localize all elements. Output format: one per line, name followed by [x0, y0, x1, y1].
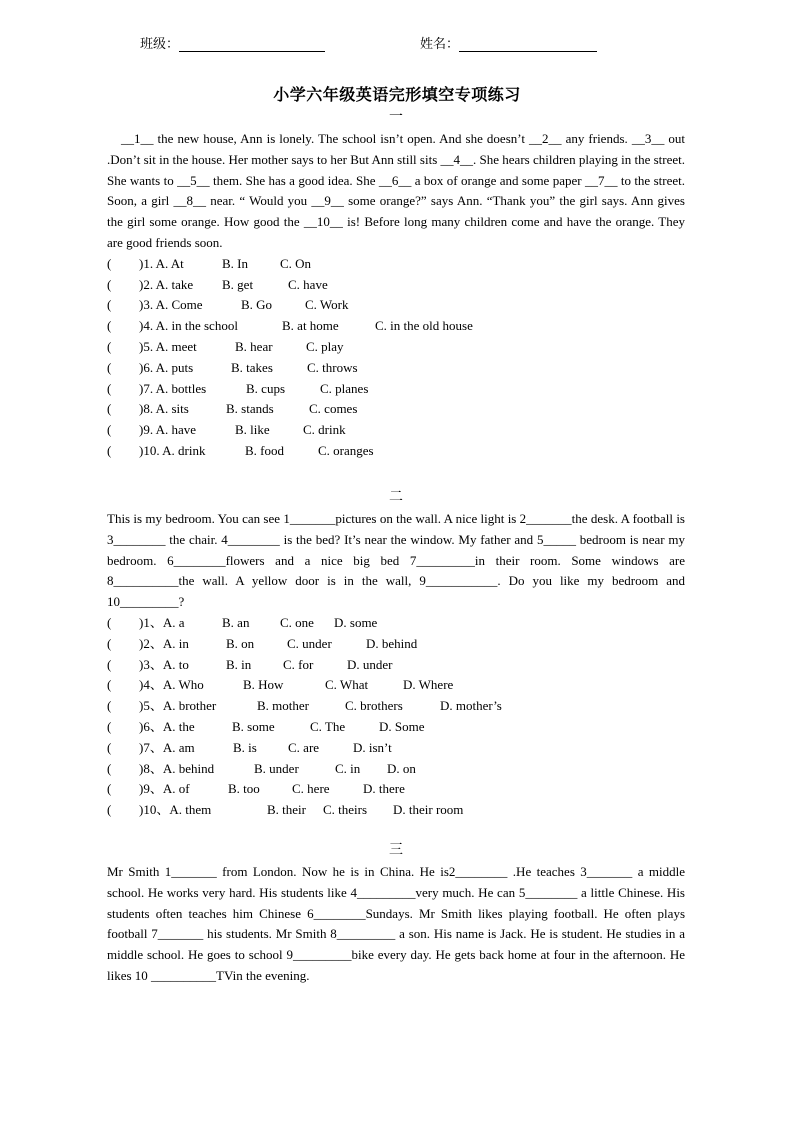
answer-paren[interactable]: ( [107, 635, 112, 651]
option-a: )4. A. in the school [139, 318, 238, 334]
option-c: C. throws [307, 359, 358, 375]
option-c: C. one [280, 614, 314, 630]
option-c: C. here [292, 781, 330, 797]
option-c: C. have [288, 276, 328, 292]
option-b: B. too [228, 781, 260, 797]
section-3-number: 三 [389, 843, 403, 858]
option-a: )1. A. At [139, 255, 184, 271]
option-d: D. Some [379, 718, 425, 734]
answer-paren[interactable]: ( [107, 802, 112, 818]
option-a: )5、A. brother [139, 698, 217, 714]
question-row [107, 420, 685, 441]
answer-paren[interactable]: ( [107, 781, 112, 797]
option-b: B. stands [226, 401, 274, 417]
option-b: B. How [243, 677, 284, 693]
question-row [107, 634, 685, 655]
question-row [107, 441, 685, 462]
option-a: )9. A. have [139, 422, 197, 438]
option-b: B. cups [246, 380, 285, 396]
option-d: D. behind [366, 635, 418, 651]
option-c: C. What [325, 677, 369, 693]
option-a: )6、A. the [139, 718, 195, 734]
answer-paren[interactable]: ( [107, 338, 112, 354]
option-a: )5. A. meet [139, 338, 197, 354]
answer-paren[interactable]: ( [107, 255, 112, 271]
option-b: B. some [232, 718, 275, 734]
option-d: D. mother’s [440, 698, 502, 714]
option-a: )8、A. behind [139, 760, 215, 776]
question-row [107, 655, 685, 676]
option-b: B. an [222, 614, 250, 630]
option-d: D. on [387, 760, 416, 776]
option-d: D. Where [403, 677, 454, 693]
question-row [107, 800, 685, 821]
answer-paren[interactable]: ( [107, 677, 112, 693]
question-row [107, 295, 685, 316]
option-b: B. on [226, 635, 255, 651]
option-c: C. comes [309, 401, 358, 417]
section-1-questions [107, 254, 685, 462]
class-label: 班级： [140, 36, 180, 51]
option-c: C. planes [320, 380, 369, 396]
answer-paren[interactable]: ( [107, 318, 112, 334]
question-row [107, 316, 685, 337]
option-b: B. food [245, 442, 284, 458]
class-field [140, 33, 325, 52]
option-c: C. under [287, 635, 332, 651]
section-1-number: 一 [389, 110, 403, 125]
answer-paren[interactable]: ( [107, 380, 112, 396]
option-c: C. oranges [318, 442, 374, 458]
option-a: )8. A. sits [139, 401, 189, 417]
option-b: B. like [235, 422, 270, 438]
option-d: D. there [363, 781, 405, 797]
option-b: B. get [222, 276, 254, 292]
option-a: )1、A. a [139, 614, 185, 630]
option-c: C. Work [305, 297, 349, 313]
option-c: C. brothers [345, 698, 403, 714]
section-2-number: 二 [389, 490, 403, 505]
question-row [107, 399, 685, 420]
option-d: D. isn’t [353, 739, 392, 755]
answer-paren[interactable]: ( [107, 760, 112, 776]
option-d: D. their room [393, 802, 464, 818]
question-row [107, 675, 685, 696]
answer-paren[interactable]: ( [107, 614, 112, 630]
option-c: C. in [335, 760, 361, 776]
option-c: C. drink [303, 422, 346, 438]
answer-paren[interactable]: ( [107, 698, 112, 714]
page-title: 小学六年级英语完形填空专项练习 [273, 85, 521, 104]
option-c: C. The [310, 718, 346, 734]
section-3 [107, 840, 685, 987]
option-b: B. their [267, 802, 306, 818]
section-2-passage: This is my bedroom. You can see 1_______pictures on the wall. A nice light is 2_______the desk. A football is 3________ the chair. 4________ is the bed? It’s near the window. My father and 5_____ bedroom is near my bedroom. 6________flowers and a nice big bed 7_________in their room. Some windows are 8__________the wall. A yellow door is in the wall, 9___________. Do you like my bedroom and 10_________? [107, 511, 685, 610]
option-a: )7. A. bottles [139, 380, 207, 396]
option-b: B. under [254, 760, 299, 776]
option-a: )6. A. puts [139, 359, 194, 375]
answer-paren[interactable]: ( [107, 297, 112, 313]
option-b: B. in [226, 656, 252, 672]
student-info-header [0, 33, 794, 53]
question-row [107, 379, 685, 400]
option-a: )2、A. in [139, 635, 189, 651]
option-a: )2. A. take [139, 276, 194, 292]
option-a: )3. A. Come [139, 297, 203, 313]
question-row [107, 779, 685, 800]
option-a: )4、A. Who [139, 677, 204, 693]
option-a: )10. A. drink [139, 442, 206, 458]
option-b: B. In [222, 255, 248, 271]
answer-paren[interactable]: ( [107, 422, 112, 438]
answer-paren[interactable]: ( [107, 656, 112, 672]
option-d: D. some [334, 614, 378, 630]
question-row [107, 275, 685, 296]
question-row [107, 717, 685, 738]
option-c: C. theirs [323, 802, 368, 818]
answer-paren[interactable]: ( [107, 401, 112, 417]
option-c: C. are [288, 739, 320, 755]
option-a: )9、A. of [139, 781, 190, 797]
option-b: B. is [233, 739, 257, 755]
section-2 [107, 487, 685, 821]
question-row [107, 613, 685, 634]
name-label: 姓名： [420, 36, 460, 51]
answer-paren[interactable]: ( [107, 718, 112, 734]
answer-paren[interactable]: ( [107, 442, 112, 458]
section-1-passage: __1__ the new house, Ann is lonely. The school isn’t open. And she doesn’t __2__ any friends. __3__ out .Don’t sit in the house. Her mother says to her But Ann still sits __4__. She hears children playing in the street. She wants to __5__ them. She has a good idea. She __6__ a box of orange and some paper __7__ to the street. Soon, a girl __8__ near. “ Would you __9__ some orange?” says Ann. “Thank you” the girl says. Ann gives the girl some orange. How good the __10__ is! Before long many children come and have the orange. They are good friends soon. [107, 131, 685, 250]
option-c: C. for [283, 656, 314, 672]
option-b: B. Go [241, 297, 273, 313]
section-2-questions [107, 613, 685, 821]
option-a: )7、A. am [139, 739, 195, 755]
answer-paren[interactable]: ( [107, 739, 112, 755]
answer-paren[interactable]: ( [107, 359, 112, 375]
section-1 [107, 107, 685, 462]
option-c: C. in the old house [375, 318, 473, 334]
answer-paren[interactable]: ( [107, 276, 112, 292]
question-row [107, 696, 685, 717]
option-b: B. at home [282, 318, 339, 334]
option-c: C. play [306, 338, 344, 354]
option-b: B. hear [235, 338, 273, 354]
option-a: )10、A. them [139, 802, 212, 818]
question-row [107, 337, 685, 358]
name-blank-line[interactable] [459, 37, 597, 52]
option-a: )3、A. to [139, 656, 189, 672]
question-row [107, 254, 685, 275]
question-row [107, 358, 685, 379]
option-d: D. under [347, 656, 393, 672]
section-3-passage: Mr Smith 1_______ from London. Now he is in China. He is2________ .He teaches 3_______ a middle school. He works very hard. His students like 4_________very much. He can 5________ a little Chinese. His students often teaches him Chinese 6________Sundays. Mr Smith likes playing football. He often plays football 7_______ his students. Mr Smith 8_________ a son. His name is Jack. He is student. He studies in a middle school. He goes to school 9_________bike every day. He gets back home at four in the afternoon. He likes 10 __________TVin the evening. [107, 864, 685, 983]
class-blank-line[interactable] [179, 37, 325, 52]
name-field [420, 33, 597, 52]
option-b: B. takes [231, 359, 273, 375]
option-b: B. mother [257, 698, 309, 714]
question-row [107, 759, 685, 780]
question-row [107, 738, 685, 759]
option-c: C. On [280, 255, 312, 271]
